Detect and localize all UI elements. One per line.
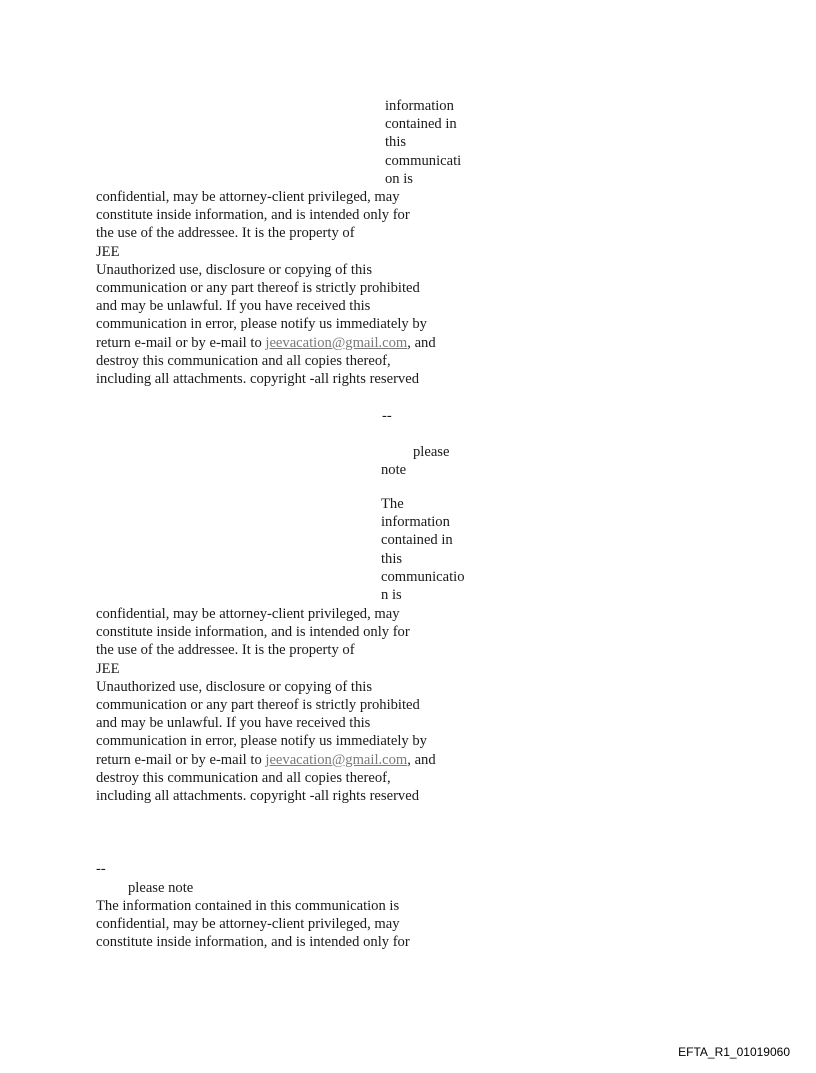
- text-line: constitute inside information, and is intended only for: [96, 934, 410, 951]
- email-link[interactable]: jeevacation@gmail.com: [265, 334, 408, 351]
- text-line: communication in error, please notify us immediately by: [96, 316, 427, 333]
- text-line: this: [385, 134, 407, 151]
- text-line: communicatio: [381, 568, 465, 585]
- narrow-column-2: [381, 495, 465, 604]
- document-id: EFTA_R1_01019060: [678, 1044, 790, 1059]
- text-line: and may be unlawful. If you have received this: [96, 715, 371, 732]
- please-text: please: [413, 444, 450, 460]
- text-line: Unauthorized use, disclosure or copying of this: [96, 261, 373, 278]
- text-fragment: , and: [407, 751, 436, 768]
- disclaimer-paragraph-2: [96, 605, 436, 805]
- text-fragment: return e-mail or by e-mail to: [96, 751, 266, 768]
- disclaimer-paragraph-3: [96, 897, 410, 952]
- email-line: [96, 334, 436, 352]
- email-line: [96, 751, 436, 769]
- text-line: including all attachments. copyright -all rights reserved: [96, 788, 419, 805]
- text-line: confidential, may be attorney-client privileged, may: [96, 189, 400, 205]
- narrow-column-1: [385, 97, 461, 188]
- text-line: information: [385, 98, 454, 114]
- text-line: n is: [381, 587, 402, 604]
- email-link[interactable]: jeevacation@gmail.com: [265, 751, 408, 768]
- note-text: note: [381, 462, 407, 478]
- text-line: confidential, may be attorney-client privileged, may: [96, 606, 400, 622]
- text-line: the use of the addressee. It is the property of: [96, 642, 355, 659]
- text-line: contained in: [381, 532, 453, 549]
- text-line: the use of the addressee. It is the property of: [96, 225, 355, 242]
- text-line: communication or any part thereof is strictly prohibited: [96, 280, 420, 297]
- text-line: JEE: [96, 660, 120, 677]
- separator-dashes: --: [382, 408, 392, 424]
- text-line: The information contained in this communication is: [96, 898, 400, 914]
- text-line: this: [381, 550, 403, 567]
- text-line: communication or any part thereof is strictly prohibited: [96, 697, 420, 714]
- text-line: including all attachments. copyright -all rights reserved: [96, 371, 419, 388]
- text-line: constitute inside information, and is intended only for: [96, 207, 410, 224]
- text-line: on is: [385, 170, 413, 187]
- text-line: constitute inside information, and is intended only for: [96, 624, 410, 641]
- text-line: information: [381, 514, 450, 531]
- text-line: and may be unlawful. If you have received this: [96, 298, 371, 315]
- text-line: communicati: [385, 152, 462, 169]
- text-line: communication in error, please notify us immediately by: [96, 733, 427, 750]
- text-line: destroy this communication and all copies thereof,: [96, 769, 391, 786]
- separator-dashes: --: [96, 861, 106, 877]
- text-line: JEE: [96, 243, 120, 260]
- text-line: destroy this communication and all copies thereof,: [96, 352, 391, 369]
- text-line: The: [381, 496, 404, 512]
- text-fragment: return e-mail or by e-mail to: [96, 334, 266, 351]
- please-note-text: please note: [128, 880, 194, 896]
- disclaimer-paragraph-1: [96, 188, 436, 388]
- text-fragment: , and: [407, 334, 436, 351]
- text-line: Unauthorized use, disclosure or copying of this: [96, 678, 373, 695]
- text-line: confidential, may be attorney-client privileged, may: [96, 916, 400, 933]
- text-line: contained in: [385, 116, 457, 133]
